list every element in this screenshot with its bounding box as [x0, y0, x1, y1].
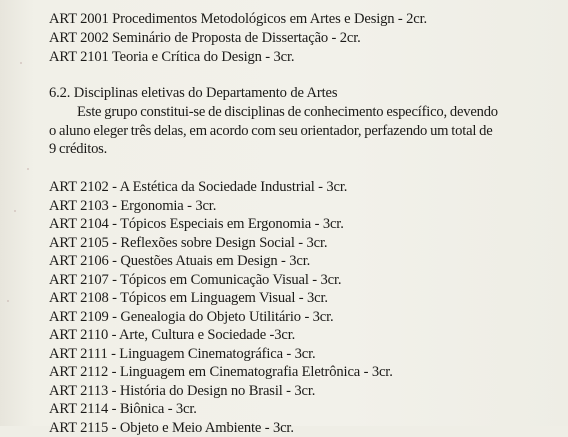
- elective-course: ART 2103 - Ergonomia - 3cr.: [49, 197, 217, 214]
- scan-speck: [14, 210, 16, 212]
- elective-course: ART 2107 - Tópicos em Comunicação Visual - 3cr.: [49, 271, 342, 288]
- elective-course: ART 2106 - Questões Atuais em Design - 3cr.: [49, 253, 311, 269]
- elective-course: ART 2108 - Tópicos em Linguagem Visual - 3cr.: [49, 290, 328, 306]
- required-course: ART 2002 Seminário de Proposta de Dissertação - 2cr.: [49, 30, 361, 46]
- elective-course: ART 2109 - Genealogia do Objeto Utilitário - 3cr.: [49, 308, 334, 325]
- section-heading: 6.2. Disciplinas eletivas do Departamento de Artes: [49, 85, 338, 101]
- elective-course: ART 2111 - Linguagem Cinematográfica - 3cr.: [49, 345, 316, 362]
- elective-course: ART 2114 - Biônica - 3cr.: [49, 401, 197, 417]
- elective-course: ART 2102 - A Estética da Sociedade Industrial - 3cr.: [49, 179, 348, 195]
- scan-speck: [7, 300, 9, 302]
- elective-course: ART 2115 - Objeto e Meio Ambiente - 3cr.: [49, 419, 294, 436]
- elective-course: ART 2110 - Arte, Cultura e Sociedade -3cr.: [49, 327, 296, 343]
- elective-course: ART 2113 - História do Design no Brasil - 3cr.: [49, 382, 316, 399]
- required-course: ART 2101 Teoria e Crítica do Design - 3cr.: [49, 49, 295, 65]
- elective-course: ART 2105 - Reflexões sobre Design Social - 3cr.: [49, 234, 328, 251]
- required-course: ART 2001 Procedimentos Metodológicos em Artes e Design - 2cr.: [49, 11, 428, 27]
- elective-course: ART 2112 - Linguagem em Cinematografia Eletrônica - 3cr.: [49, 364, 393, 380]
- elective-course: ART 2104 - Tópicos Especiais em Ergonomia - 3cr.: [49, 216, 344, 232]
- scan-speck: [27, 168, 29, 170]
- paragraph-line: o aluno eleger três delas, em acordo com seu orientador, perfazendo um total de: [49, 122, 493, 139]
- paragraph-line: 9 créditos.: [49, 141, 108, 157]
- paragraph-line: Este grupo constitui-se de disciplinas de conhecimento específico, devendo: [77, 104, 498, 120]
- section-paragraph: [49, 103, 519, 159]
- scan-speck: [20, 62, 22, 64]
